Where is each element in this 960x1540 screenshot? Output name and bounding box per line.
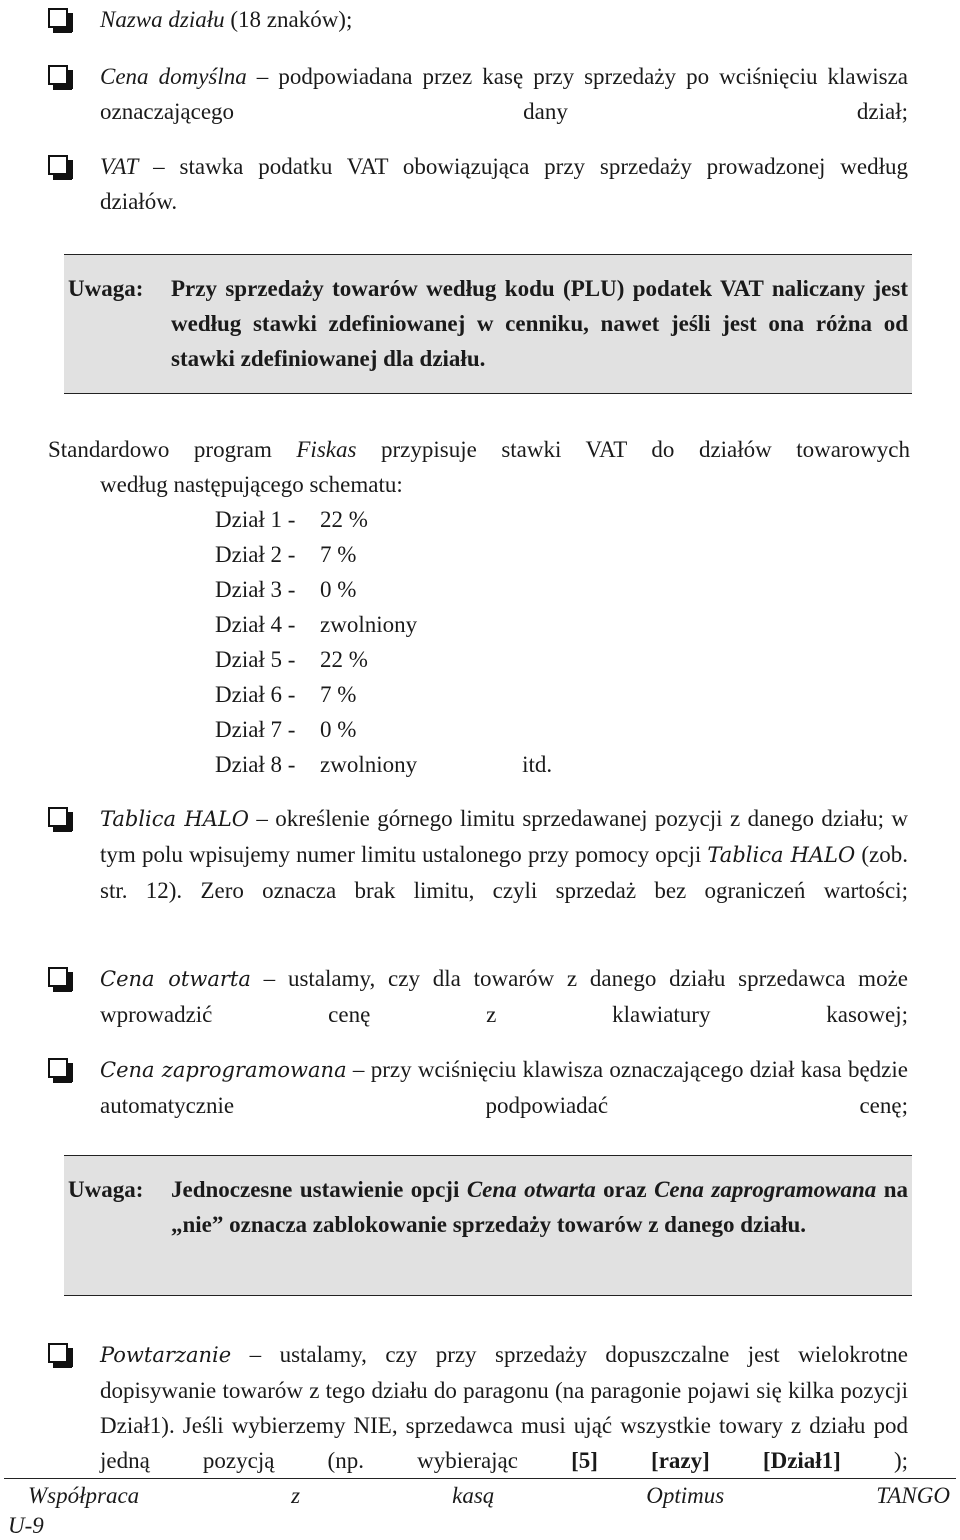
schedule-row: Dział 2 - 7 % <box>215 542 357 567</box>
checkbox-bullet-icon <box>48 1058 68 1078</box>
bullet-tablica-halo: Tablica HALO – określenie górnego limitu sprzedawanej pozycji z danego działu; w tym polu wpisujemy numer limitu ustalonego przy pomocy opcji Tablica HALO (zob. str. 12). Zero oznacza brak limitu, czyli sprzedaż bez ograniczeń wartości; <box>48 801 908 943</box>
key-dzial1: [Dział1] <box>762 1448 841 1473</box>
schedule-row: Dział 5 - 22 % <box>215 647 368 672</box>
page-footer: Współpraca z kasą Optimus TANGO <box>28 1483 950 1508</box>
checkbox-bullet-icon <box>48 65 68 85</box>
intro-paragraph: Standardowo program Fiskas przypisuje stawki VAT do działów towarowych według następującego schematu: <box>48 437 910 497</box>
term: Cena otwarta <box>100 967 251 991</box>
page-number: U-9 <box>8 1513 44 1538</box>
description: (18 znaków); <box>224 7 353 32</box>
term: Cena domyślna <box>100 64 247 89</box>
term: VAT <box>100 154 139 179</box>
schedule-etc: itd. <box>522 752 553 777</box>
checkbox-bullet-icon <box>48 8 68 28</box>
checkbox-bullet-icon <box>48 807 68 827</box>
note-box-blokada <box>64 1155 912 1296</box>
note-box-vat-plu <box>64 254 912 394</box>
schedule-row: Dział 8 - zwolniony itd. <box>215 752 553 777</box>
schedule-row: Dział 1 - 22 % <box>215 507 368 532</box>
bullet-nazwa-dzialu <box>48 2 908 37</box>
term: Nazwa działu <box>100 7 225 32</box>
note-label: Uwaga: <box>68 1177 144 1202</box>
checkbox-bullet-icon <box>48 1343 68 1363</box>
bullet-cena-zaprogramowana: Cena zaprogramowana – przy wciśnięciu klawisza oznaczającego dział kasa będzie automatycznie podpowiadać cenę; <box>48 1052 908 1158</box>
note-label: Uwaga: <box>68 276 144 301</box>
key-5: [5] <box>571 1448 598 1473</box>
term: Cena zaprogramowana <box>100 1058 347 1082</box>
bullet-vat <box>48 149 908 254</box>
schedule-row: Dział 7 - 0 % <box>215 717 357 742</box>
description: – stawka podatku VAT obowiązująca przy sprzedaży prowadzonej według działów. <box>100 154 908 214</box>
vat-schedule-list <box>215 502 552 782</box>
bullet-cena-otwarta: Cena otwarta – ustalamy, czy dla towarów z danego działu sprzedawca może wprowadzić cenę z klawiatury kasowej; <box>48 961 908 1067</box>
note-text: Jednoczesne ustawienie opcji Cena otwarta oraz Cena zaprogramowana na „nie” oznacza zablokowanie sprzedaży towarów z danego działu. <box>171 1177 909 1237</box>
term: Tablica HALO <box>100 807 250 831</box>
schedule-row: Dział 6 - 7 % <box>215 682 357 707</box>
term: Powtarzanie <box>100 1343 232 1367</box>
checkbox-bullet-icon <box>48 967 68 987</box>
key-razy: [razy] <box>651 1448 710 1473</box>
footer-rule <box>4 1478 956 1479</box>
checkbox-bullet-icon <box>48 155 68 175</box>
note-text: Przy sprzedaży towarów według kodu (PLU) podatek VAT naliczany jest według stawki zdefiniowanej w cenniku, nawet jeśli jest ona różna od stawki zdefiniowanej dla działu. <box>171 276 908 371</box>
program-name: Fiskas <box>296 437 357 462</box>
schedule-row: Dział 3 - 0 % <box>215 577 357 602</box>
description: – podpowiadana przez kasę przy sprzedaży po wciśnięciu klawisza oznaczającego dany dział; <box>100 64 908 124</box>
schedule-row: Dział 4 - zwolniony <box>215 612 418 637</box>
bullet-powtarzanie: Powtarzanie – ustalamy, czy przy sprzedaży dopuszczalne jest wielokrotne dopisywanie towarów z tego działu do paragonu (na paragonie pojawi się kilka pozycji Dział1). Jeśli wybierzemy NIE, sprzedawca musi ująć wszystkie towary z działu pod jedną pozycją (np. wybierając [5] [razy] [Dział1] ); <box>48 1337 908 1513</box>
